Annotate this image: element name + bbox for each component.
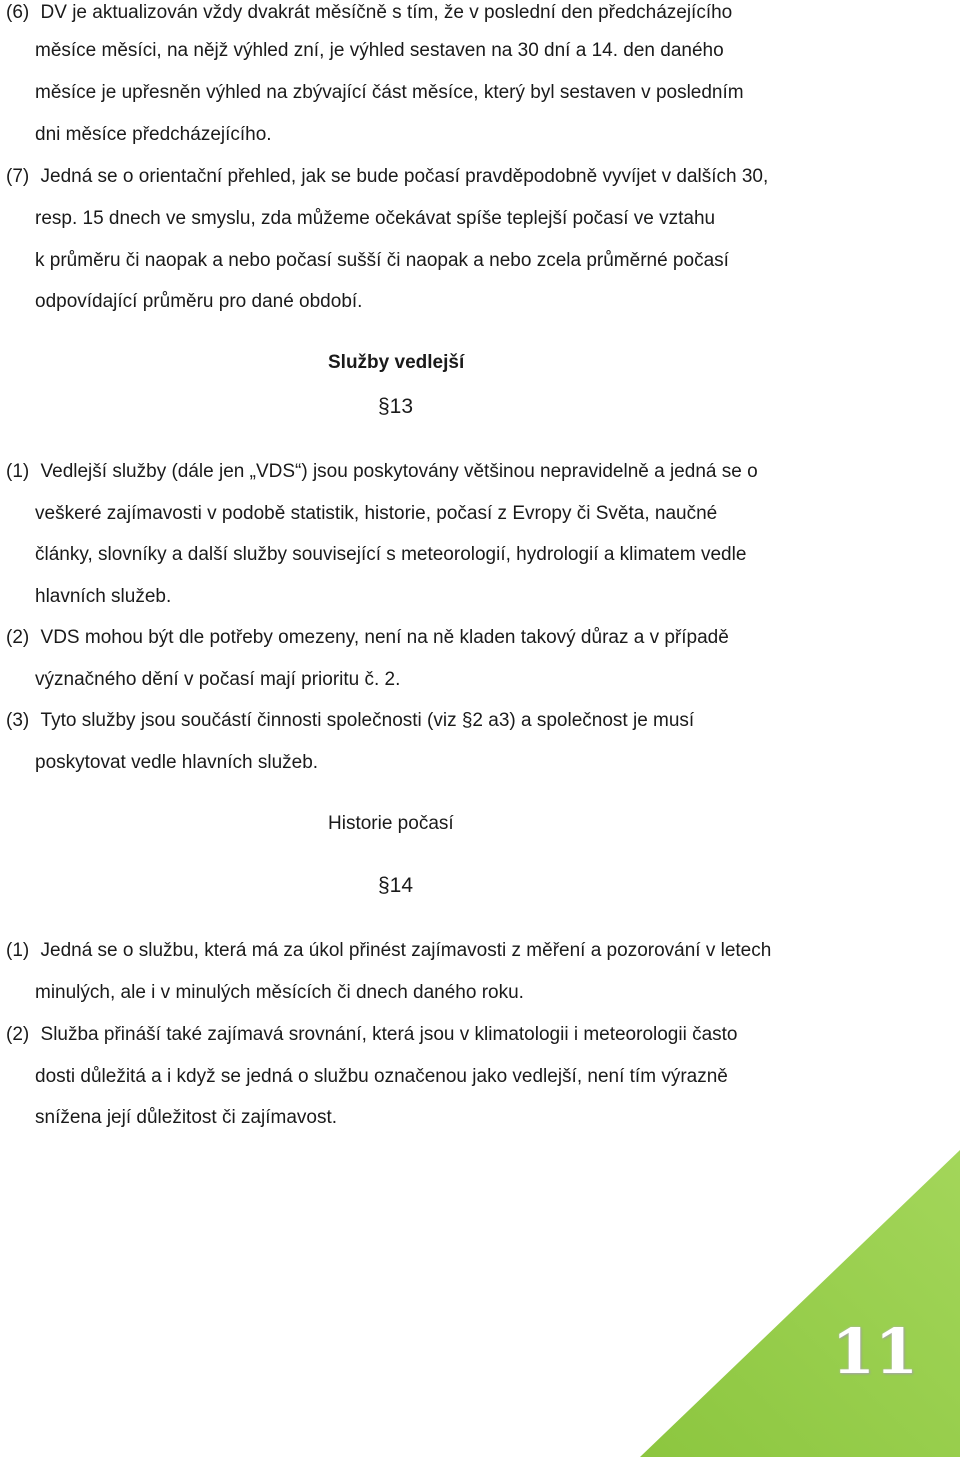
paragraph-number: (1) (6, 940, 30, 961)
s13-paragraph-1-line-3: články, slovníky a další služby související s meteorologií, hydrologií a klimatem vedle (35, 544, 747, 565)
paragraph-6-line-3: měsíce je upřesněn výhled na zbývající část měsíce, který byl sestaven v posledním (35, 82, 744, 103)
section-heading-historie: Historie počasí (328, 813, 454, 834)
paragraph-6-line-1 (6, 0, 732, 26)
s14-paragraph-2-line-1 (6, 1022, 738, 1048)
section-heading-sluzby: Služby vedlejší (328, 352, 465, 373)
s13-paragraph-1-line-2: veškeré zajímavosti v podobě statistik, historie, počasí z Evropy či Světa, naučné (35, 503, 718, 524)
paragraph-number: (3) (6, 710, 30, 731)
paragraph-7-line-2: resp. 15 dnech ve smyslu, zda můžeme očekávat spíše teplejší počasí ve vztahu (35, 208, 716, 229)
paragraph-number: (6) (6, 2, 30, 23)
section-number-13: §13 (378, 395, 414, 418)
paragraph-7-line-1 (6, 164, 768, 190)
s13-paragraph-3-line-1 (6, 708, 694, 734)
s14-paragraph-1-line-2: minulých, ale i v minulých měsících či dnech daného roku. (35, 982, 524, 1003)
s14-paragraph-1-line-1 (6, 938, 771, 964)
paragraph-number: (2) (6, 627, 30, 648)
paragraph-6-line-4: dni měsíce předcházejícího. (35, 124, 272, 145)
paragraph-number: (7) (6, 166, 30, 187)
paragraph-7-line-4: odpovídající průměru pro dané období. (35, 291, 363, 312)
text-line: Jedná se o službu, která má za úkol přinést zajímavosti z měření a pozorování v letech (40, 940, 772, 961)
text-line: Jedná se o orientační přehled, jak se bude počasí pravděpodobně vyvíjet v dalších 30, (40, 166, 769, 187)
s13-paragraph-2-line-1 (6, 625, 729, 651)
paragraph-7-line-3: k průměru či naopak a nebo počasí sušší či naopak a nebo zcela průměrné počasí (35, 250, 729, 271)
text-line: Služba přináší také zajímavá srovnání, která jsou v klimatologii i meteorologii často (40, 1024, 738, 1045)
text-line: DV je aktualizován vždy dvakrát měsíčně s tím, že v poslední den předcházejícího (40, 2, 733, 23)
s14-paragraph-2-line-3: snížena její důležitost či zajímavost. (35, 1107, 338, 1128)
text-line: VDS mohou být dle potřeby omezeny, není na ně kladen takový důraz a v případě (40, 627, 729, 648)
s13-paragraph-1-line-4: hlavních služeb. (35, 586, 172, 607)
text-line: Tyto služby jsou součástí činnosti společnosti (viz §2 a3) a společnost je musí (40, 710, 695, 731)
s13-paragraph-3-line-2: poskytovat vedle hlavních služeb. (35, 752, 319, 773)
paragraph-number: (1) (6, 461, 30, 482)
s13-paragraph-2-line-2: význačného dění v počasí mají prioritu č. 2. (35, 669, 401, 690)
paragraph-number: (2) (6, 1024, 30, 1045)
page-number: 11 (831, 1315, 918, 1388)
text-line: Vedlejší služby (dále jen „VDS“) jsou poskytovány většinou nepravidelně a jedná se o (40, 461, 758, 482)
s14-paragraph-2-line-2: dosti důležitá a i když se jedná o službu označenou jako vedlejší, není tím výrazně (35, 1066, 728, 1087)
paragraph-6-line-2: měsíce měsíci, na nějž výhled zní, je výhled sestaven na 30 dní a 14. den daného (35, 40, 724, 61)
section-number-14: §14 (378, 874, 414, 897)
page-corner-decoration (640, 1150, 960, 1457)
s13-paragraph-1-line-1 (6, 459, 758, 485)
